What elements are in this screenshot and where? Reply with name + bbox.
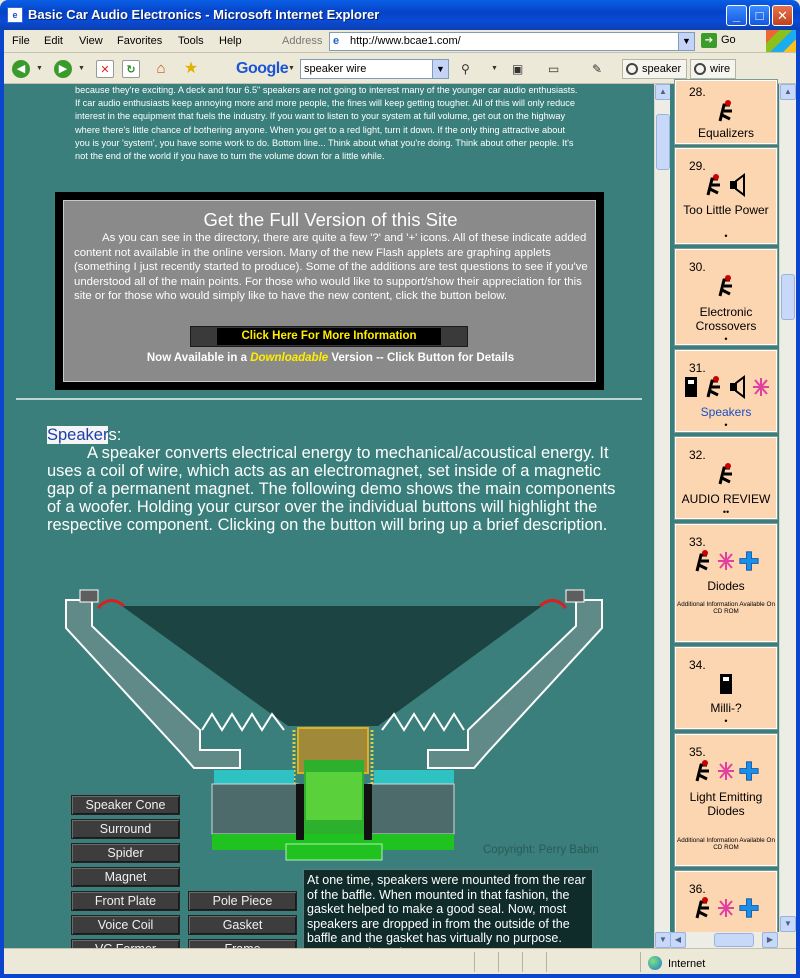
intro-paragraph: because they're exciting. A deck and four 6.5" speakers are not going to interest many of the younger car audio enthusiasts. If car audio enthusiasts keep annoying more and more people, the fines will keep getting tougher. All of this will only reduce interest in the equipment that fuels the industry. If you want to listen to your system at full volume, get out on the highway where there's little chance of bothering anyone. When you get to a red light, turn it down. If the only thing attractive about you is your 'system', you have some work to do. Bottom line... Think about what you're doing. Think about other people. It's not the end of the world if you have to turn the volume down for a little while. (75, 85, 578, 162)
ie-page-icon: e (333, 35, 340, 47)
directory-bullet: • (724, 231, 728, 241)
promo-foot-post: Version -- Click Button for Details (328, 352, 515, 364)
directory-icons (676, 99, 776, 123)
main-content-frame (4, 84, 654, 948)
directory-number: 31. (689, 361, 706, 375)
maximize-button[interactable]: □ (749, 5, 770, 26)
scroll-left-icon[interactable]: ◀ (670, 932, 686, 948)
search-highlight: Speaker (47, 426, 109, 444)
directory-item-30[interactable] (675, 249, 777, 345)
amplifier-icon (716, 462, 736, 486)
search-term-icon (694, 63, 706, 75)
scroll-thumb[interactable] (714, 933, 754, 947)
promo-body: As you can see in the directory, there are quite a few '?' and '+' icons. All of these indicate added content not available in the online version. Many of the new Flash applets are graphing applets (something I just recently started to produce). Some of the additions are test questions to see if you've understood all of the main points. For those who would like to support/show their appreciation for this site or for those who would simply like to have the new content, click the button below. (74, 232, 588, 302)
directory-number: 34. (689, 658, 706, 672)
google-dropdown-icon[interactable]: ▼ (288, 65, 295, 72)
status-bar (4, 948, 796, 974)
speaker-icon (728, 173, 748, 197)
menu-help[interactable]: Help (219, 35, 242, 47)
forward-dropdown-icon[interactable]: ▼ (78, 65, 85, 72)
close-button[interactable]: ✕ (772, 5, 793, 26)
address-input[interactable] (329, 32, 695, 51)
promo-footer (64, 352, 597, 364)
go-button[interactable] (701, 33, 736, 48)
highlight-term-speaker[interactable] (622, 59, 687, 79)
back-dropdown-icon[interactable]: ▼ (36, 65, 43, 72)
promo-panel (63, 200, 596, 382)
scroll-thumb[interactable] (781, 274, 795, 320)
directory-icons (676, 759, 776, 783)
window-frame-right (796, 30, 800, 978)
menu-tools[interactable]: Tools (178, 35, 204, 47)
menu-view[interactable]: View (79, 35, 103, 47)
scroll-up-icon[interactable]: ▲ (655, 84, 671, 100)
sparkle-icon (716, 896, 736, 920)
gap (296, 784, 304, 840)
directory-icons (676, 672, 776, 696)
promo-foot-em: Downloadable (250, 352, 329, 364)
back-icon[interactable]: ◀ (12, 60, 30, 78)
copyright-label: Copyright: Perry Babin (483, 844, 599, 856)
magnet (368, 784, 454, 834)
directory-number: 32. (689, 448, 706, 462)
front-plate (214, 770, 294, 784)
amplifier-icon (693, 896, 713, 920)
content-scrollbar[interactable] (654, 84, 670, 948)
directory-label: Diodes (707, 579, 745, 593)
amplifier-icon (693, 759, 713, 783)
address-label: Address (282, 35, 323, 47)
plus-icon (739, 896, 759, 920)
popup-blocker-icon[interactable]: ▣ (512, 62, 524, 76)
search-dropdown-icon[interactable]: ▼ (432, 60, 448, 78)
directory-item-32[interactable] (675, 437, 777, 519)
title-bar (0, 0, 800, 30)
directory-extra-note: Additional Information Available On CD ROM (677, 601, 775, 615)
directory-bullet: • (724, 420, 728, 430)
amplifier-icon (704, 173, 724, 197)
directory-item-34[interactable] (675, 647, 777, 729)
directory-number: 36. (689, 882, 706, 896)
windows-logo-icon (766, 30, 796, 52)
directory-number: 28. (689, 85, 706, 99)
plus-icon (739, 759, 759, 783)
google-search-input[interactable] (300, 59, 449, 79)
section-divider (16, 398, 642, 400)
pole-piece (306, 772, 362, 820)
directory-icons (676, 375, 776, 399)
directory-item-29[interactable] (675, 148, 777, 244)
menu-favorites[interactable]: Favorites (117, 35, 163, 47)
directory-number: 30. (689, 260, 706, 274)
directory-label: Milli-? (710, 701, 742, 715)
front-plate-button[interactable]: Front Plate (71, 891, 180, 911)
directory-icons (676, 173, 776, 197)
directory-icons (676, 549, 776, 573)
home-icon[interactable]: ⌂ (156, 60, 166, 77)
gasket (566, 590, 584, 602)
menu-file[interactable]: File (12, 35, 30, 47)
promo-title: Get the Full Version of this Site (203, 209, 458, 230)
sparkle-icon (751, 375, 771, 399)
binoculars-icon[interactable]: ⚲ (461, 62, 470, 76)
directory-number: 29. (689, 159, 706, 173)
amplifier-icon (693, 549, 713, 573)
highlighter-icon[interactable]: ✎ (592, 62, 603, 76)
more-info-button[interactable] (190, 326, 468, 347)
highlight-term-label: speaker (642, 63, 682, 75)
status-separator (522, 952, 523, 972)
spider-button[interactable]: Spider (71, 843, 180, 863)
forward-icon[interactable]: ▶ (54, 60, 72, 78)
window-title: Basic Car Audio Electronics - Microsoft Internet Explorer (28, 7, 380, 22)
voice-coil-button[interactable]: Voice Coil (71, 915, 180, 935)
speaker-cone (122, 606, 542, 726)
status-separator (474, 952, 475, 972)
window-frame-bottom (0, 974, 800, 978)
search-term-icon (626, 63, 638, 75)
status-separator (640, 952, 641, 972)
sparkle-icon (716, 549, 736, 573)
component-description: At one time, speakers were mounted from the rear of the baffle. When mounted in that fashion, the gasket helped to make a good seal. Now, most speakers are dropped in from the outside of the baffle and the gasket has virtually no purpose. (303, 869, 593, 959)
status-separator (498, 952, 499, 972)
back-plate (286, 844, 382, 860)
magnet (212, 784, 298, 834)
directory-label: Too Little Power (683, 203, 769, 217)
directory-icons (676, 896, 776, 920)
directory-item-33[interactable] (675, 524, 777, 642)
flash-applet-icon (716, 672, 736, 696)
scroll-down-icon[interactable]: ▼ (780, 916, 796, 932)
folder-icon[interactable]: ▭ (548, 62, 560, 76)
highlight-term-label: wire (710, 63, 731, 75)
sparkle-icon (716, 759, 736, 783)
zone-label: Internet (668, 958, 706, 970)
go-label: Go (721, 34, 736, 46)
gap (364, 784, 372, 840)
full-version-promo (55, 192, 604, 390)
directory-item-31[interactable] (675, 350, 777, 432)
speaker-icon (728, 375, 748, 399)
address-url: http://www.bcae1.com/ (350, 35, 461, 47)
directory-bullet: • (724, 334, 728, 344)
amplifier-icon (716, 99, 736, 123)
directory-item-35[interactable] (675, 734, 777, 866)
scroll-right-icon[interactable]: ▶ (762, 932, 778, 948)
directory-icons (676, 274, 776, 298)
google-logo: Google (236, 60, 289, 77)
speakers-heading-rest: s: (108, 426, 122, 444)
more-info-label: Click Here For More Information (217, 328, 441, 345)
search-options-dropdown-icon[interactable]: ▼ (491, 65, 498, 72)
surround (540, 600, 566, 608)
gasket-button[interactable]: Gasket (188, 915, 297, 935)
directory-number: 35. (689, 745, 706, 759)
directory-label: Speakers (700, 405, 752, 419)
directory-label: Equalizers (697, 126, 755, 140)
address-dropdown-icon[interactable]: ▼ (678, 33, 694, 50)
directory-label: Light Emitting Diodes (689, 790, 763, 818)
minimize-button[interactable]: _ (726, 5, 747, 26)
stop-icon[interactable]: ✕ (96, 60, 114, 78)
surround-button[interactable]: Surround (71, 819, 180, 839)
go-arrow-icon: ➔ (701, 33, 717, 48)
status-separator (546, 952, 547, 972)
directory-scrollbar[interactable] (779, 84, 796, 932)
directory-horizontal-scrollbar[interactable] (670, 932, 779, 948)
ie-app-icon: e (7, 7, 23, 23)
front-plate (374, 770, 454, 784)
security-zone (648, 956, 705, 970)
directory-number: 33. (689, 535, 706, 549)
directory-icons (676, 462, 776, 486)
scroll-thumb[interactable] (656, 114, 670, 170)
directory-bullet: •• (722, 507, 730, 517)
spider (382, 714, 464, 730)
directory-extra-note: Additional Information Available On CD ROM (677, 837, 775, 851)
plus-icon (739, 549, 759, 573)
highlight-term-wire[interactable] (690, 59, 736, 79)
flash-applet-icon (681, 375, 701, 399)
speakers-heading (47, 426, 121, 445)
gasket (80, 590, 98, 602)
magnet-button[interactable]: Magnet (71, 867, 180, 887)
surround (98, 600, 124, 608)
scroll-up-icon[interactable]: ▲ (780, 84, 796, 100)
scroll-down-icon[interactable]: ▼ (655, 932, 671, 948)
spider (202, 714, 284, 730)
directory-bullet: • (724, 716, 728, 726)
menu-edit[interactable]: Edit (44, 35, 63, 47)
amplifier-icon (704, 375, 724, 399)
speakers-paragraph: A speaker converts electrical energy to mechanical/acoustical energy. It uses a coil of wire, which acts as an electromagnet, set inside of a magnetic gap of a permanent magnet. The following demo shows the main components of a woofer. Holding your cursor over the individual buttons will highlight the respective component. Clicking on the button will bring up a brief description. (47, 444, 616, 534)
refresh-icon[interactable]: ↻ (122, 60, 140, 78)
speaker-cone-button[interactable]: Speaker Cone (71, 795, 180, 815)
favorites-star-icon[interactable]: ★ (183, 60, 199, 77)
directory-label: Electronic Crossovers (695, 305, 757, 333)
internet-globe-icon (648, 956, 662, 970)
promo-foot-pre: Now Available in a (146, 352, 251, 364)
directory-item-28[interactable] (675, 80, 777, 144)
search-value: speaker wire (304, 63, 367, 75)
amplifier-icon (716, 274, 736, 298)
directory-label: AUDIO REVIEW (681, 492, 771, 506)
pole-piece-button[interactable]: Pole Piece (188, 891, 297, 911)
directory-frame (670, 84, 779, 948)
